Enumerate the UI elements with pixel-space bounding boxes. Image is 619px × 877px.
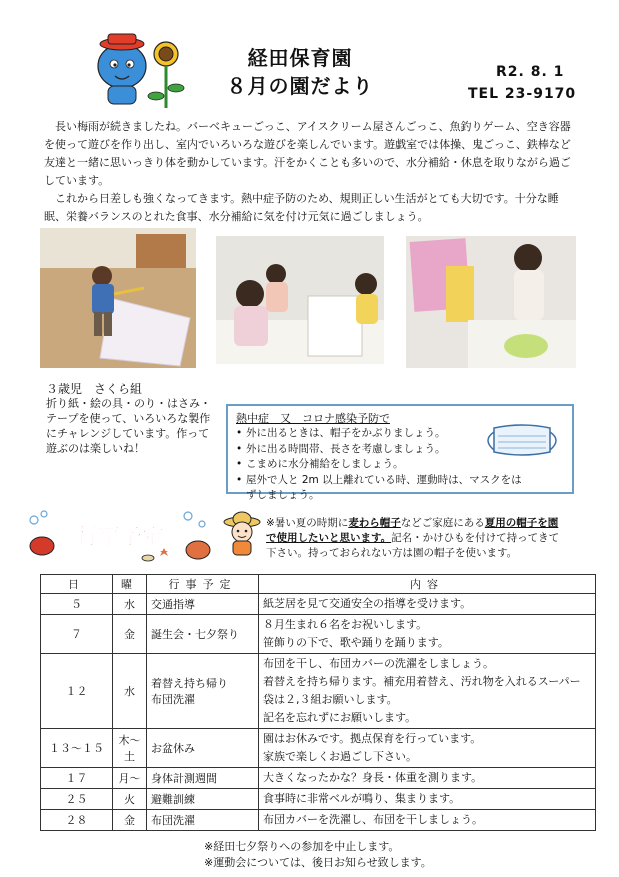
detail-line: 園はお休みです。拠点保育を行っています。	[263, 732, 482, 745]
detail-line: 食事時に非常ベルが鳴り、集まります。	[263, 792, 461, 805]
cell-events	[147, 789, 259, 810]
cell-day: ２８	[41, 810, 113, 831]
issue-date: R2. 8. 1	[496, 64, 565, 80]
cell-day: １３～１５	[41, 729, 113, 768]
phone-number: TEL 23-9170	[468, 86, 577, 102]
detail-line: 布団を干し、布団カバーの洗濯をしましょう。	[263, 657, 494, 670]
cell-details	[259, 594, 596, 615]
cell-weekday: 金	[113, 810, 147, 831]
cell-day: １７	[41, 768, 113, 789]
class-heading: ３歳児 さくら組	[46, 382, 143, 396]
event-name: 交通指導	[151, 598, 195, 611]
event-name: 身体計測週間	[151, 772, 217, 785]
hat-note-prefix: ※暑い夏の時期に	[266, 517, 349, 529]
table-row	[41, 768, 596, 789]
cell-weekday: 木～土	[113, 729, 147, 768]
cell-details	[259, 768, 596, 789]
detail-line: 布団カバーを洗濯し、布団を干しましょう。	[263, 813, 483, 826]
footnote-tanabata: ※経田七夕祭りへの参加を中止します。	[204, 840, 400, 853]
class-description: 折り紙・絵の具・のり・はさみ・テープを使って、いろいろな製作にチャレンジしています。作って遊ぶのは楽しいね！	[46, 397, 211, 455]
hat-note-suffix: 記名・かけひもを付けて持ってきて下さい。持っておられない方は園の帽子を使います。	[266, 532, 560, 559]
newsletter-title	[200, 44, 400, 100]
table-row	[41, 615, 596, 654]
header-details: 内容	[259, 575, 596, 594]
cell-weekday: 月～	[113, 768, 147, 789]
detail-line: 記名を忘れずにお願いします。	[263, 711, 417, 724]
cell-details	[259, 654, 596, 729]
photo-child-painting	[406, 236, 576, 368]
detail-line: ８月生まれ６名をお祝いします。	[263, 618, 428, 631]
notice-item: • 屋外で人と 2m 以上離れている時、運動時は、マスクをはずしましょう。	[236, 473, 526, 504]
cell-events	[147, 594, 259, 615]
cell-details	[259, 789, 596, 810]
hat-note-middle: などご家庭にある	[400, 517, 485, 529]
cell-details	[259, 810, 596, 831]
table-row	[41, 789, 596, 810]
table-header-row	[41, 575, 596, 594]
notice-item: • 外に出る時間帯、長さを考慮しましょう。	[236, 442, 526, 458]
detail-line: 大きくなったかな？身長・体重を測ります。	[263, 771, 483, 784]
table-row	[41, 654, 596, 729]
cell-weekday: 火	[113, 789, 147, 810]
header-weekday: 曜	[113, 575, 147, 594]
cell-events	[147, 654, 259, 729]
table-row	[41, 810, 596, 831]
cell-day: ５	[41, 594, 113, 615]
table-row	[41, 594, 596, 615]
intro-paragraph-1: 長い梅雨が続きましたね。バーベキューごっこ、アイスクリーム屋さんごっこ、魚釣りゲーム、空き容器を使って遊びを作り出し、室内でいろいろな遊びを楽しんでいます。遊戯室では体操、鬼ごっこ、鉄棒など友達と一緒に思いっきり体を動かしています。汗をかくことも多いので、水分補給・休息を取りながら過ごしています。	[44, 120, 571, 187]
cell-weekday: 金	[113, 615, 147, 654]
cell-events	[147, 729, 259, 768]
school-name: 経田保育園	[247, 46, 353, 70]
straw-hat-child-illustration	[222, 510, 262, 556]
header-events: 行事予定	[147, 575, 259, 594]
photo-children-crafting	[216, 236, 384, 364]
event-name: お盆休み	[151, 742, 195, 755]
detail-line: 紙芝居を見て交通安全の指導を受けます。	[263, 597, 472, 610]
table-row	[41, 729, 596, 768]
notice-item: • 外に出るときは、帽子をかぶりましょう。	[236, 426, 526, 442]
intro-paragraph-2: これから日差しも強くなってきます。熱中症予防のため、規則正しい生活がとても大切です。十分な睡眠、栄養バランスのとれた食事、水分補給に気を付け元気に過ごしましょう。	[44, 192, 559, 223]
summer-hat-note	[266, 516, 566, 561]
events-logo-text: 行事予定	[76, 525, 165, 550]
notice-item: • こまめに水分補給をしましょう。	[236, 457, 526, 473]
event-name: 避難訓練	[151, 793, 195, 806]
mascot-sunflower-illustration	[82, 26, 192, 110]
event-name: 着替え持ち帰り	[151, 677, 228, 690]
event-name: 布団洗濯	[151, 693, 195, 706]
detail-line: 笹飾りの下で、歌や踊りを踊ります。	[263, 636, 449, 649]
cell-details	[259, 615, 596, 654]
events-schedule-logo	[20, 506, 220, 566]
cell-events	[147, 810, 259, 831]
intro-text	[44, 118, 578, 226]
footnote-sports-day: ※運動会については、後日お知らせ致します。	[204, 856, 432, 869]
cell-day: １２	[41, 654, 113, 729]
cell-events	[147, 768, 259, 789]
header-day: 日	[41, 575, 113, 594]
detail-line: 家族で楽しくお過ごし下さい。	[263, 750, 417, 763]
newsletter-month-title: ８月の園だより	[226, 74, 374, 98]
photo-child-playing	[40, 228, 196, 368]
cell-day: ２５	[41, 789, 113, 810]
cell-details	[259, 729, 596, 768]
hat-note-highlight-summer-hat: 夏用の帽子を園で使用したいと思います。	[266, 517, 559, 544]
cell-weekday: 水	[113, 594, 147, 615]
notice-title: 熱中症 又 コロナ感染予防で	[236, 412, 390, 425]
hat-note-highlight-straw-hat: 麦わら帽子	[348, 517, 401, 529]
cell-events	[147, 615, 259, 654]
cell-weekday: 水	[113, 654, 147, 729]
cell-day: ７	[41, 615, 113, 654]
detail-line: 着替えを持ち帰ります。補充用着替え、汚れ物を入れるスーパー袋は２,３組お願いします。	[263, 675, 581, 706]
mask-icon	[480, 418, 564, 462]
event-name: 布団洗濯	[151, 814, 195, 827]
events-table	[40, 574, 596, 831]
event-name: 誕生会・七夕祭り	[151, 628, 239, 641]
